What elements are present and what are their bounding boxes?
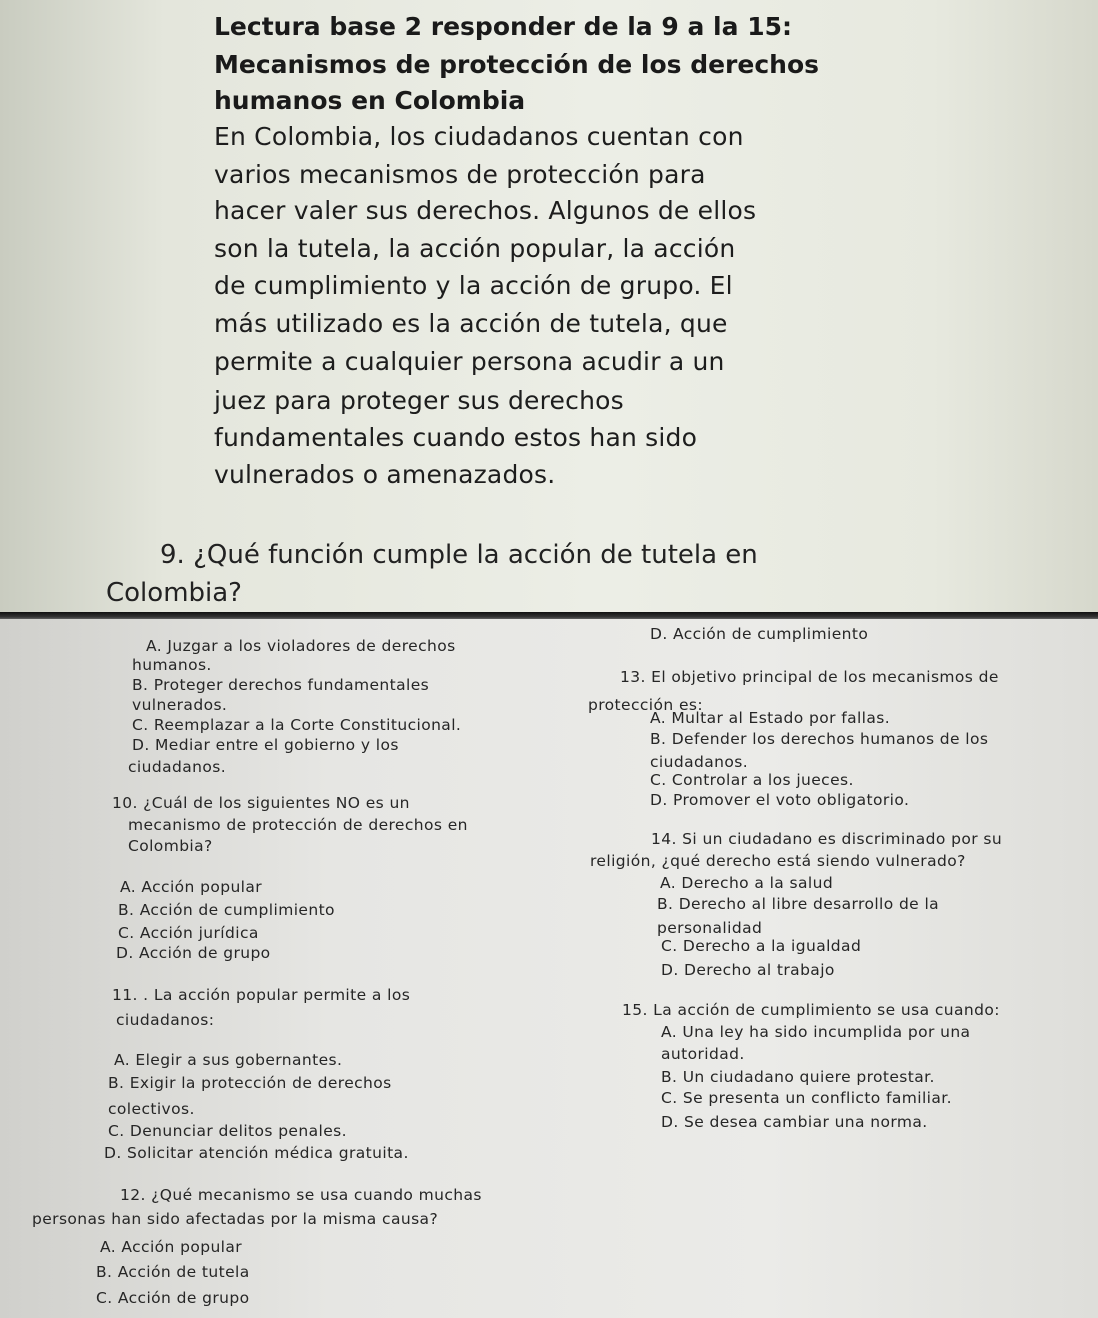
q13-option-line: ciudadanos. xyxy=(650,753,749,771)
q9-option-d: D. Acción de cumplimiento xyxy=(650,625,869,643)
reading-title-line: humanos en Colombia xyxy=(214,86,526,115)
q12-question-line: personas han sido afectadas por la misma causa? xyxy=(32,1210,439,1228)
question-9-line: Colombia? xyxy=(106,578,242,608)
reading-title-line: Lectura base 2 responder de la 9 a la 15: xyxy=(214,12,792,41)
q9-option-line: humanos. xyxy=(132,656,212,674)
q14-question-line: 14. Si un ciudadano es discriminado por su xyxy=(651,830,1003,848)
reading-body-line: permite a cualquier persona acudir a un xyxy=(214,347,725,376)
reading-body-line: En Colombia, los ciudadanos cuentan con xyxy=(214,122,744,151)
reading-body-line: son la tutela, la acción popular, la acción xyxy=(214,234,736,263)
q10-option: D. Acción de grupo xyxy=(116,944,271,962)
q11-option-line: A. Elegir a sus gobernantes. xyxy=(114,1051,343,1069)
q12-option: B. Acción de tutela xyxy=(96,1263,250,1281)
q15-option-line: autoridad. xyxy=(661,1045,745,1063)
q9-option-line: A. Juzgar a los violadores de derechos xyxy=(146,637,456,655)
q10-option: C. Acción jurídica xyxy=(118,924,259,942)
q14-option-line: C. Derecho a la igualdad xyxy=(661,937,862,955)
q11-option-line: C. Denunciar delitos penales. xyxy=(108,1122,347,1140)
q13-option-line: A. Multar al Estado por fallas. xyxy=(650,709,891,727)
q14-option-line: A. Derecho a la salud xyxy=(660,874,834,892)
q10-question-line: Colombia? xyxy=(128,837,213,855)
q9-option-line: ciudadanos. xyxy=(128,758,227,776)
q15-option-line: C. Se presenta un conflicto familiar. xyxy=(661,1089,952,1107)
reading-body-line: vulnerados o amenazados. xyxy=(214,460,556,489)
q10-option: A. Acción popular xyxy=(120,878,263,896)
q9-option-line: B. Proteger derechos fundamentales xyxy=(132,676,430,694)
question-9-line: 9. ¿Qué función cumple la acción de tutela en xyxy=(160,540,758,570)
reading-title-line: Mecanismos de protección de los derechos xyxy=(214,50,820,79)
q12-option: C. Acción de grupo xyxy=(96,1289,250,1307)
reading-body-line: de cumplimiento y la acción de grupo. El xyxy=(214,271,733,300)
q9-option-line: D. Mediar entre el gobierno y los xyxy=(132,736,399,754)
q14-question-line: religión, ¿qué derecho está siendo vulnerado? xyxy=(590,852,966,870)
printed-page-top-photo xyxy=(0,0,1098,614)
reading-body-line: fundamentales cuando estos han sido xyxy=(214,423,698,452)
q15-option-line: D. Se desea cambiar una norma. xyxy=(661,1113,928,1131)
q13-question-line: protección es: xyxy=(588,696,703,714)
q14-option-line: personalidad xyxy=(657,919,763,937)
q9-option-line: C. Reemplazar a la Corte Constitucional. xyxy=(132,716,462,734)
q15-option-line: A. Una ley ha sido incumplida por una xyxy=(661,1023,971,1041)
q11-question-line: 11. . La acción popular permite a los xyxy=(112,986,411,1004)
q12-option: A. Acción popular xyxy=(100,1238,243,1256)
q15-option-line: B. Un ciudadano quiere protestar. xyxy=(661,1068,935,1086)
q10-option: B. Acción de cumplimiento xyxy=(118,901,335,919)
q11-option-line: B. Exigir la protección de derechos xyxy=(108,1074,392,1092)
q14-option-line: D. Derecho al trabajo xyxy=(661,961,835,979)
q9-option-line: vulnerados. xyxy=(132,696,228,714)
q12-question-line: 12. ¿Qué mecanismo se usa cuando muchas xyxy=(120,1186,482,1204)
q11-question-line: ciudadanos: xyxy=(116,1011,215,1029)
reading-body-line: hacer valer sus derechos. Algunos de ellos xyxy=(214,196,757,225)
q13-option-line: B. Defender los derechos humanos de los xyxy=(650,730,989,748)
q10-question-line: mecanismo de protección de derechos en xyxy=(128,816,468,834)
q11-option-line: D. Solicitar atención médica gratuita. xyxy=(104,1144,409,1162)
reading-body-line: varios mecanismos de protección para xyxy=(214,160,706,189)
printed-page-bottom-photo xyxy=(0,619,1098,1318)
reading-body-line: juez para proteger sus derechos xyxy=(214,386,624,415)
q13-option-line: C. Controlar a los jueces. xyxy=(650,771,854,789)
reading-body-line: más utilizado es la acción de tutela, que xyxy=(214,309,728,338)
q10-question-line: 10. ¿Cuál de los siguientes NO es un xyxy=(112,794,410,812)
q13-question-line: 13. El objetivo principal de los mecanismos de xyxy=(620,668,999,686)
q14-option-line: B. Derecho al libre desarrollo de la xyxy=(657,895,940,913)
q13-option-line: D. Promover el voto obligatorio. xyxy=(650,791,910,809)
q11-option-line: colectivos. xyxy=(108,1100,195,1118)
q15-question-line: 15. La acción de cumplimiento se usa cuando: xyxy=(622,1001,1000,1019)
